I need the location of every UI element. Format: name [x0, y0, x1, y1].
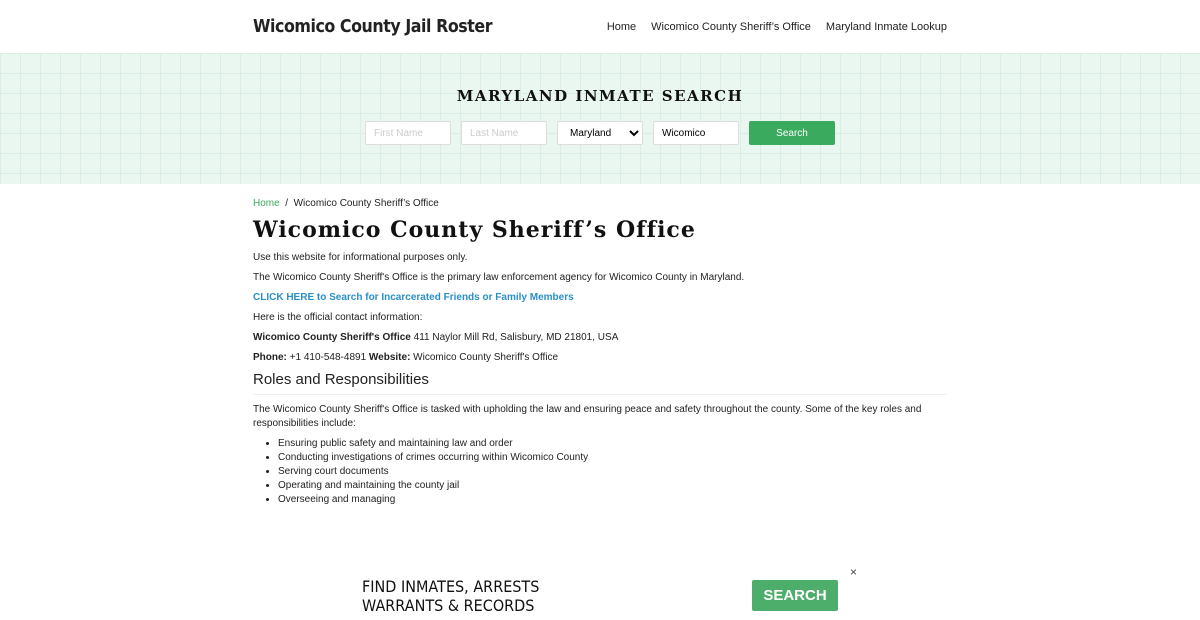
list-item: • Operating and maintaining the county jail [278, 479, 947, 493]
office-label: Wicomico County Sheriff's Office [253, 332, 411, 343]
search-cta-link[interactable]: CLICK HERE to Search for Incarcerated Friends or Family Members [253, 292, 574, 303]
county-input[interactable] [653, 121, 739, 145]
nav-home[interactable]: Home [606, 20, 637, 33]
breadcrumb-home[interactable]: Home [253, 198, 280, 209]
contact-intro: Here is the official contact information: [253, 312, 423, 323]
close-icon[interactable]: × [850, 565, 858, 579]
roles-list [278, 437, 947, 507]
ad-line-2: WARRANTS & RECORDS [362, 596, 535, 615]
state-select[interactable] [557, 121, 643, 145]
nav-inmate-lookup[interactable]: Maryland Inmate Lookup [825, 20, 947, 33]
breadcrumb-separator: / [285, 198, 289, 209]
address: 411 Naylor Mill Rd, Salisbury, MD 21801, USA [410, 332, 619, 343]
roles-heading: Roles and Responsibilities [253, 371, 947, 395]
search-hero [0, 53, 1200, 184]
last-name-input[interactable] [461, 121, 547, 145]
phone-line [253, 351, 947, 365]
main-content [0, 184, 1200, 507]
breadcrumb [253, 198, 947, 209]
ad-text [362, 577, 539, 615]
ad-banner[interactable] [345, 565, 870, 620]
phone-label: Phone: [253, 352, 287, 363]
first-name-input[interactable] [365, 121, 451, 145]
website-label: Website: [368, 352, 411, 363]
site-header [0, 0, 1200, 53]
address-line [253, 331, 947, 345]
list-item: • Ensuring public safety and maintaining law and order [278, 437, 947, 451]
list-item: • Conducting investigations of crimes occurring within Wicomico County [278, 451, 947, 465]
website: Wicomico County Sheriff's Office [410, 352, 559, 363]
list-item: • Serving court documents [278, 465, 947, 479]
search-title: MARYLAND INMATE SEARCH [456, 87, 744, 105]
disclaimer-text: Use this website for informational purposes only. [253, 252, 468, 263]
search-button[interactable]: Search [749, 121, 835, 145]
main-nav [607, 21, 947, 33]
page-title: Wicomico County Sheriff’s Office [253, 217, 696, 243]
nav-sheriff-office[interactable]: Wicomico County Sheriff’s Office [651, 20, 811, 33]
list-item: • Overseeing and managing [278, 493, 947, 507]
roles-intro: The Wicomico County Sheriff's Office is tasked with upholding the law and ensuring peace and safety throughout the county. Some of the key roles and responsibilities include: [253, 404, 922, 429]
ad-line-1: FIND INMATES, ARRESTS [362, 577, 540, 596]
ad-search-button[interactable]: SEARCH [752, 580, 838, 611]
intro-text: The Wicomico County Sheriff's Office is the primary law enforcement agency for Wicomico County in Maryland. [253, 272, 745, 283]
breadcrumb-current: Wicomico County Sheriff’s Office [293, 198, 439, 209]
site-logo[interactable]: Wicomico County Jail Roster [253, 16, 493, 37]
phone: +1 410-548-4891 [286, 352, 369, 363]
search-form [0, 121, 1200, 145]
